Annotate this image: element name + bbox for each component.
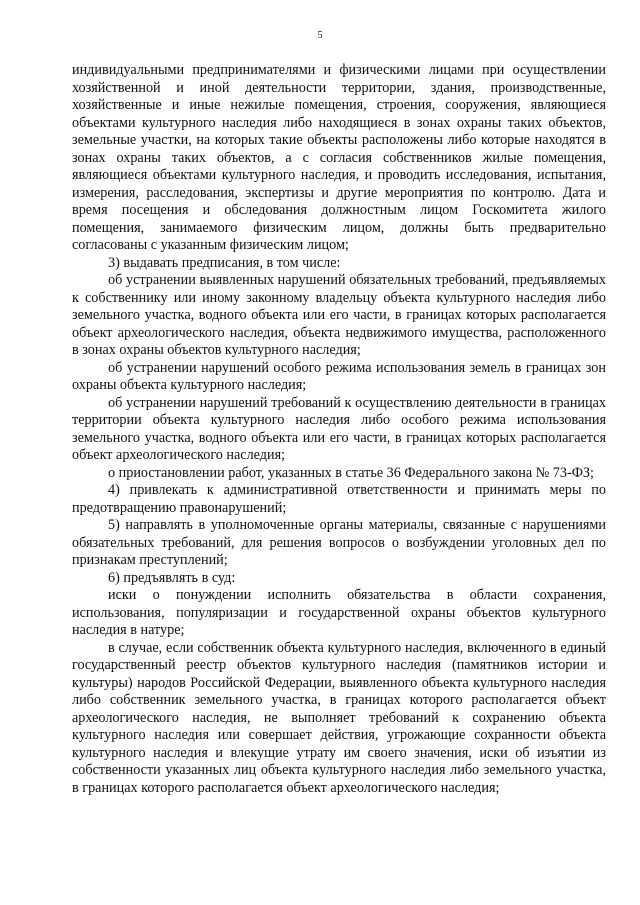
paragraph-10: иски о понуждении исполнить обязательства в области сохранения, использования, популяризации и государственной охраны объектов культурного наследия в натуре; bbox=[72, 587, 606, 638]
paragraph-4: об устранении нарушений особого режима использования земель в границах зон охраны объекта культурного наследия; bbox=[72, 359, 606, 393]
paragraph-2: 3) выдавать предписания, в том числе: bbox=[108, 254, 341, 271]
paragraph-3: об устранении выявленных нарушений обязательных требований, предъявляемых к собственнику или иному законному владельцу объекта культурного наследия либо земельного участка, водного объекта или его части, в границах которых располагается объект археологического наследия, объекта недвижимого имущества, расположенного в зонах охраны объектов культурного наследия; bbox=[72, 272, 606, 358]
page-number: 5 bbox=[317, 30, 323, 41]
paragraph-6: о приостановлении работ, указанных в статье 36 Федерального закона № 73-ФЗ; bbox=[108, 464, 594, 481]
paragraph-9: 6) предъявлять в суд: bbox=[108, 569, 236, 586]
paragraph-5: об устранении нарушений требований к осуществлению деятельности в границах территории объекта культурного наследия либо особого режима использования земельного участка, водного объекта или его части, в границах которых располагается объект археологического наследия; bbox=[72, 394, 606, 463]
paragraph-11: в случае, если собственник объекта культурного наследия, включенного в единый государственный реестр объектов культурного наследия (памятников истории и культуры) народов Российской Федерации, выявленного объекта культурного наследия либо собственник земельного участка, в границах которого располагается объект археологического наследия, не выполняет требований к сохранению объекта культурного наследия или совершает действия, угрожающие сохранности объекта культурного наследия и влекущие утрату им своего значения, иски об изъятии из собственности указанных лиц объекта культурного наследия либо земельного участка, в границах которого располагается объект археологического наследия; bbox=[72, 639, 606, 796]
paragraph-1: индивидуальными предпринимателями и физическими лицами при осуществлении хозяйственной и иной деятельности территории, здания, производственные, хозяйственные и иные нежилые помещения, строения, сооружения, являющиеся объектами культурного наследия либо находящиеся в зонах охраны таких объектов, земельные участки, на которых такие объекты расположены либо которые находятся в зонах охраны таких объектов, а с согласия собственников жилые помещения, являющиеся объектами культурного наследия, и проводить исследования, испытания, измерения, расследования, экспертизы и другие мероприятия по контролю. Дата и время посещения и обследования должностным лицом Госкомитета жилого помещения, занимаемого физическим лицом, должны быть предварительно согласованы с указанным физическим лицом; bbox=[72, 62, 606, 253]
paragraph-8: 5) направлять в уполномоченные органы материалы, связанные с нарушениями обязательных требований, для решения вопросов о возбуждении уголовных дел по признакам преступлений; bbox=[72, 517, 606, 568]
paragraph-7: 4) привлекать к административной ответственности и принимать меры по предотвращению правонарушений; bbox=[72, 482, 606, 516]
document-body bbox=[72, 62, 606, 797]
